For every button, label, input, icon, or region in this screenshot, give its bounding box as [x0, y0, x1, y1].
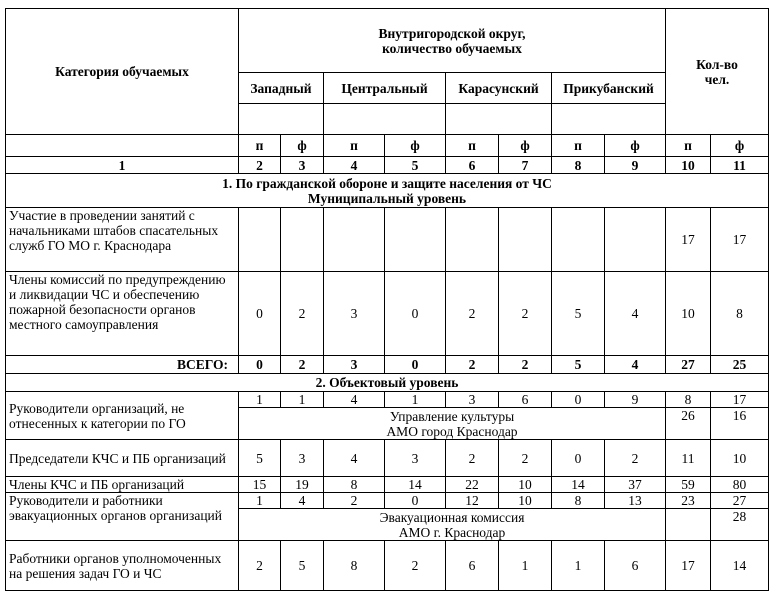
- cell-value: 5: [281, 541, 324, 591]
- row-category: Работники органов уполномоченных на решения задач ГО и ЧС: [6, 541, 239, 591]
- cell-value: [499, 208, 552, 272]
- total-row-label: ВСЕГО:: [6, 356, 239, 374]
- cell-value: 0: [385, 272, 446, 356]
- district-group-line2: количество обучаемых: [382, 40, 522, 56]
- cell-value: 2: [446, 272, 499, 356]
- sub-total-fact: 28: [711, 509, 769, 541]
- cell-value: 4: [324, 392, 385, 408]
- cell-value: 10: [499, 477, 552, 493]
- pf-blank: [6, 135, 239, 157]
- cell-value: 2: [281, 272, 324, 356]
- cell-value: 2: [499, 272, 552, 356]
- training-table: [5, 8, 769, 591]
- cell-value: 0: [552, 440, 605, 477]
- section1-title-line1: 1. По гражданской обороне и защите населения от ЧС: [222, 175, 552, 191]
- sub-total-plan: [666, 509, 711, 541]
- total-plan: 11: [666, 440, 711, 477]
- col-number: 1: [6, 157, 239, 174]
- cell-value: 5: [552, 272, 605, 356]
- cell-value: 2: [385, 541, 446, 591]
- cell-value: 9: [605, 392, 666, 408]
- cell-value: 3: [324, 272, 385, 356]
- sub-organization-line1: Управление культуры: [389, 408, 515, 424]
- district-zapadny: Западный: [239, 73, 324, 104]
- cell-value: 6: [446, 541, 499, 591]
- cell-value: 4: [605, 272, 666, 356]
- plan-label: п: [666, 135, 711, 157]
- cell-value: 1: [239, 493, 281, 509]
- sub-organization-line2: АМО г. Краснодар: [398, 524, 506, 540]
- district-group-line1: Внутригородской округ,: [378, 25, 526, 41]
- cell-value: 2: [446, 440, 499, 477]
- sub-organization: [239, 408, 666, 440]
- col-number: 3: [281, 157, 324, 174]
- row-category: Руководители и работники эвакуационных органов организаций: [6, 493, 239, 541]
- col-number: 11: [711, 157, 769, 174]
- cell-value: 1: [385, 392, 446, 408]
- cell-value: 6: [499, 392, 552, 408]
- total-fact: 80: [711, 477, 769, 493]
- row-category: Члены КЧС и ПБ организаций: [6, 477, 239, 493]
- cell-value: 6: [605, 541, 666, 591]
- district-centralny: Центральный: [324, 73, 446, 104]
- total-row-value: 0: [385, 356, 446, 374]
- plan-label: п: [324, 135, 385, 157]
- cell-value: [605, 208, 666, 272]
- cell-value: 0: [385, 493, 446, 509]
- cell-value: 1: [552, 541, 605, 591]
- total-row-plan: 27: [666, 356, 711, 374]
- cell-value: [385, 208, 446, 272]
- plan-label: п: [552, 135, 605, 157]
- cell-value: 15: [239, 477, 281, 493]
- cell-value: 2: [499, 440, 552, 477]
- sub-total-plan: 26: [666, 408, 711, 440]
- total-plan: 8: [666, 392, 711, 408]
- district-spacer: [446, 104, 552, 135]
- cell-value: 13: [605, 493, 666, 509]
- row-category: Председатели КЧС и ПБ организаций: [6, 440, 239, 477]
- fact-label: ф: [605, 135, 666, 157]
- cell-value: 3: [385, 440, 446, 477]
- cell-value: [324, 208, 385, 272]
- total-plan: 17: [666, 208, 711, 272]
- total-fact: 8: [711, 272, 769, 356]
- col-number: 6: [446, 157, 499, 174]
- total-row-value: 2: [499, 356, 552, 374]
- total-header: Кол-во чел.: [666, 9, 769, 135]
- section1-title-line2: Муниципальный уровень: [307, 190, 467, 206]
- district-prikubansky: Прикубанский: [552, 73, 666, 104]
- total-row-value: 5: [552, 356, 605, 374]
- cell-value: 8: [324, 541, 385, 591]
- cell-value: 8: [552, 493, 605, 509]
- total-row-value: 2: [281, 356, 324, 374]
- cell-value: [552, 208, 605, 272]
- district-group-header: [239, 9, 666, 73]
- cell-value: 4: [281, 493, 324, 509]
- total-fact: 17: [711, 392, 769, 408]
- total-plan: 10: [666, 272, 711, 356]
- total-fact: 10: [711, 440, 769, 477]
- cell-value: 37: [605, 477, 666, 493]
- cell-value: 10: [499, 493, 552, 509]
- cell-value: 1: [239, 392, 281, 408]
- cell-value: 2: [239, 541, 281, 591]
- cell-value: 14: [552, 477, 605, 493]
- row-category: Руководители организаций, не отнесенных к категории по ГО: [6, 392, 239, 440]
- fact-label: ф: [499, 135, 552, 157]
- total-plan: 17: [666, 541, 711, 591]
- total-row-fact: 25: [711, 356, 769, 374]
- cell-value: 4: [324, 440, 385, 477]
- section2-heading: 2. Объектовый уровень: [6, 374, 769, 392]
- col-number: 7: [499, 157, 552, 174]
- row-category: Участие в проведении занятий с начальниками штабов спасательных служб ГО МО г. Краснодара: [6, 208, 239, 272]
- sub-organization-line2: АМО город Краснодар: [386, 423, 518, 439]
- district-karasunsky: Карасунский: [446, 73, 552, 104]
- cell-value: 1: [281, 392, 324, 408]
- cell-value: 22: [446, 477, 499, 493]
- cell-value: 19: [281, 477, 324, 493]
- total-row-value: 4: [605, 356, 666, 374]
- district-spacer: [239, 104, 324, 135]
- cell-value: 3: [446, 392, 499, 408]
- sub-organization: [239, 509, 666, 541]
- sub-total-fact: 16: [711, 408, 769, 440]
- plan-label: п: [446, 135, 499, 157]
- col-number: 5: [385, 157, 446, 174]
- cell-value: 3: [281, 440, 324, 477]
- fact-label: ф: [281, 135, 324, 157]
- sub-organization-line1: Эвакуационная комиссия: [379, 509, 525, 525]
- fact-label: ф: [711, 135, 769, 157]
- total-row-value: 2: [446, 356, 499, 374]
- col-number: 10: [666, 157, 711, 174]
- cell-value: 14: [385, 477, 446, 493]
- col-number: 2: [239, 157, 281, 174]
- total-row-value: 3: [324, 356, 385, 374]
- cell-value: 8: [324, 477, 385, 493]
- cell-value: 1: [499, 541, 552, 591]
- district-spacer: [552, 104, 666, 135]
- cell-value: 12: [446, 493, 499, 509]
- total-fact: 27: [711, 493, 769, 509]
- category-header: Категория обучаемых: [6, 9, 239, 135]
- col-number: 8: [552, 157, 605, 174]
- plan-label: п: [239, 135, 281, 157]
- total-fact: 17: [711, 208, 769, 272]
- total-plan: 59: [666, 477, 711, 493]
- cell-value: [239, 208, 281, 272]
- cell-value: [281, 208, 324, 272]
- row-category: Члены комиссий по предупреждению и ликвидации ЧС и обеспечению пожарной безопасности органов местного самоуправления: [6, 272, 239, 356]
- col-number: 9: [605, 157, 666, 174]
- total-fact: 14: [711, 541, 769, 591]
- cell-value: 2: [324, 493, 385, 509]
- cell-value: 5: [239, 440, 281, 477]
- total-row-value: 0: [239, 356, 281, 374]
- col-number: 4: [324, 157, 385, 174]
- district-spacer: [324, 104, 446, 135]
- total-plan: 23: [666, 493, 711, 509]
- cell-value: 0: [552, 392, 605, 408]
- cell-value: 0: [239, 272, 281, 356]
- cell-value: [446, 208, 499, 272]
- cell-value: 2: [605, 440, 666, 477]
- section1-heading: [6, 174, 769, 208]
- fact-label: ф: [385, 135, 446, 157]
